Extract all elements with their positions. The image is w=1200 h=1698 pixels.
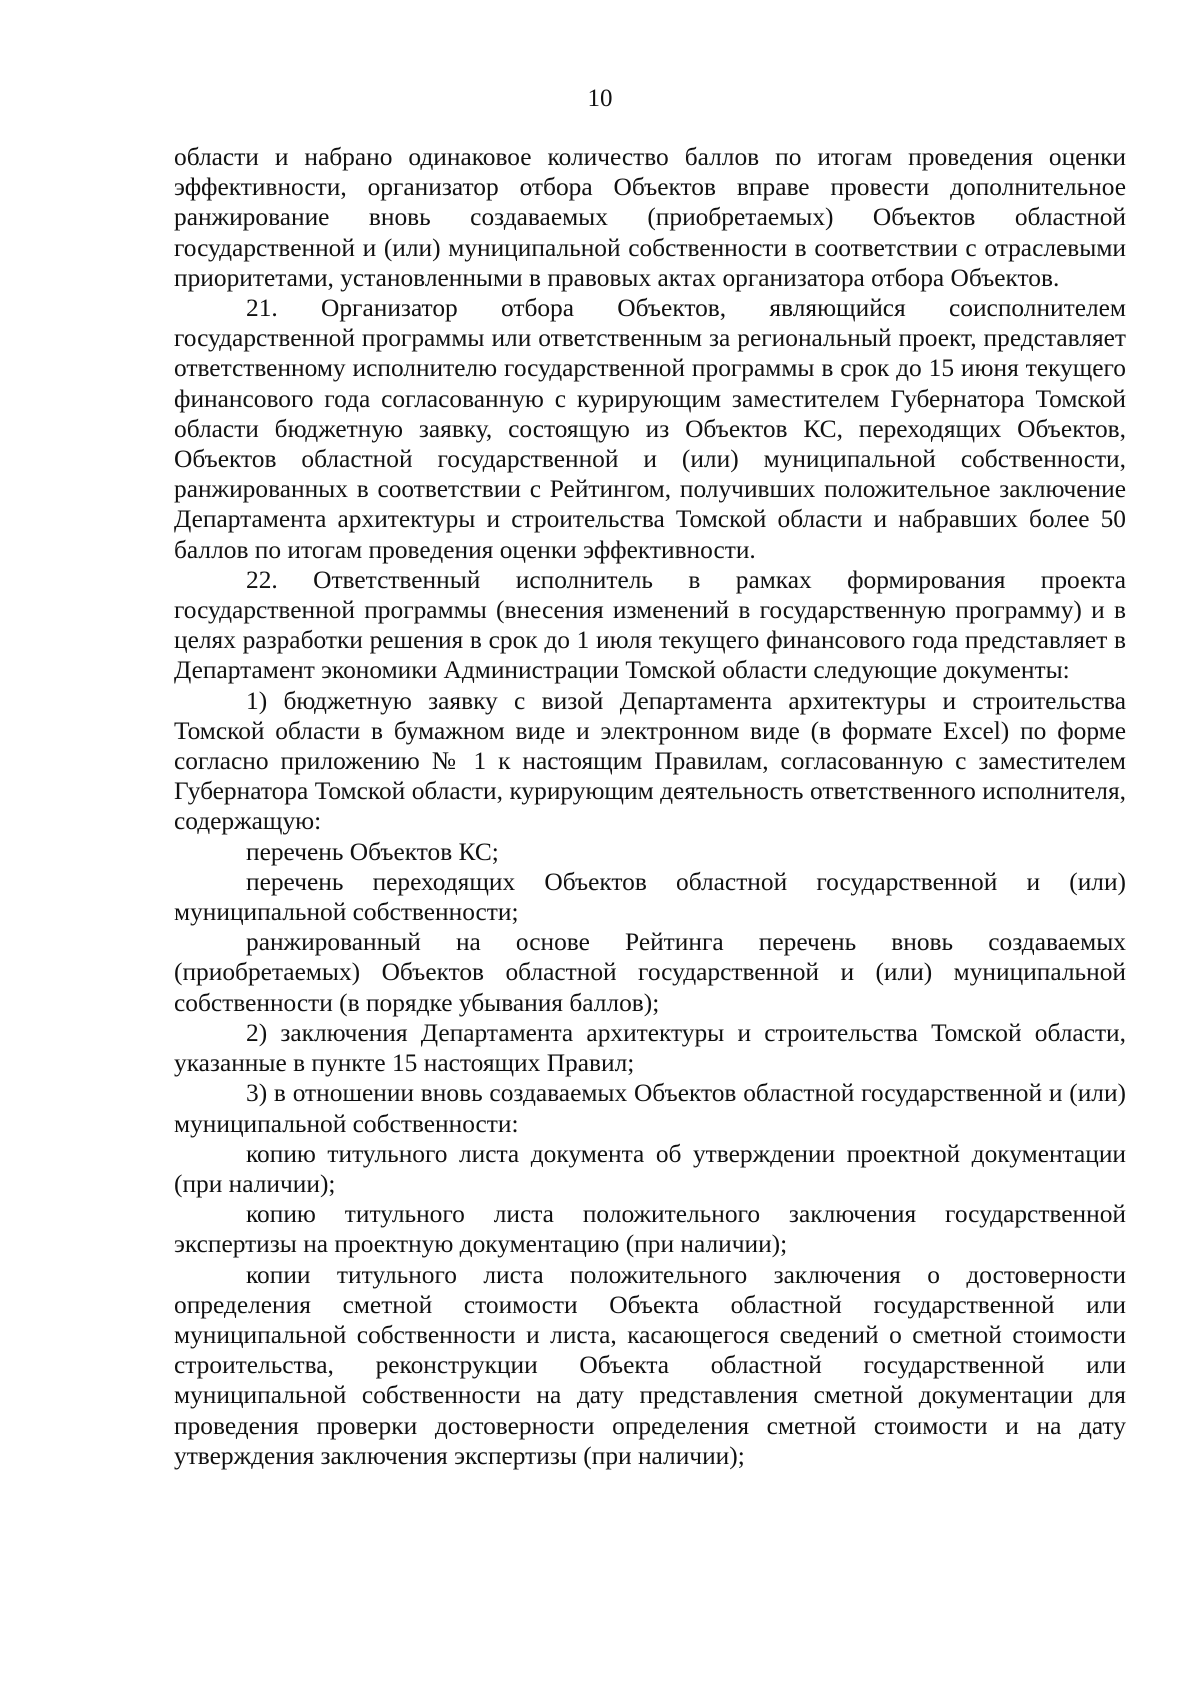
subitem-2: 2) заключения Департамента архитектуры и строительства Томской области, указанные в пункте 15 настоящих Правил; <box>174 1018 1126 1078</box>
list-item: ранжированный на основе Рейтинга перечень вновь создаваемых (приобретаемых) Объектов областной государственной и (или) муниципальной собственности (в порядке убывания баллов); <box>174 928 1126 1017</box>
list-item: копию титульного листа документа об утверждении проектной документации (при наличии); <box>174 1139 1126 1198</box>
list-item: копии титульного листа положительного заключения о достоверности определения сметной стоимости Объекта областной государственной или муниципальной собственности и листа, касающегося сведений о сметной стоимости строительства, реконструкции Объекта областной государственной или муниципальной собственности на дату представления сметной документации для проведения проверки достоверности определения сметной стоимости и на дату утверждения заключения экспертизы (при наличии); <box>174 1260 1126 1470</box>
list-item: копию титульного листа положительного заключения государственной экспертизы на проектную документацию (при наличии); <box>174 1200 1126 1259</box>
paragraph-item-21: 21. Организатор отбора Объектов, являющийся соисполнителем государственной программы или ответственным за региональный проект, представляет ответственному исполнителю государственной программы в срок до 15 июня текущего финансового года согласованную с курирующим заместителем Губернатора Томской области бюджетную заявку, состоящую из Объектов КС, переходящих Объектов, Объектов областной государственной и (или) муниципальной собственности, ранжированных в соответствии с Рейтингом, получивших положительное заключение Департамента архитектуры и строительства Томской области и набравших более 50 баллов по итогам проведения оценки эффективности. <box>174 294 1126 564</box>
subitem-1: 1) бюджетную заявку с визой Департамента архитектуры и строительства Томской области в бумажном виде и электронном виде (в формате Excel) по форме согласно приложению № 1 к настоящим Правилам, согласованную с заместителем Губернатора Томской области, курирующим деятельность ответственного исполнителя, содержащую: <box>174 686 1126 836</box>
paragraph: области и набрано одинаковое количество баллов по итогам проведения оценки эффективности, организатор отбора Объектов вправе провести дополнительное ранжирование вновь создаваемых (приобретаемых) Объектов областной государственной и (или) муниципальной собственности в соответствии с отраслевыми приоритетами, установленными в правовых актах организатора отбора Объектов. <box>174 143 1126 292</box>
list-item: перечень Объектов КС; <box>246 837 499 866</box>
paragraph-item-22: 22. Ответственный исполнитель в рамках формирования проекта государственной программы (внесения изменений в государственную программу) и в целях разработки решения в срок до 1 июля текущего финансового года представляет в Департамент экономики Администрации Томской области следующие документы: <box>174 565 1126 685</box>
document-body <box>174 142 1126 1471</box>
subitem-3: 3) в отношении вновь создаваемых Объектов областной государственной и (или) муниципальной собственности: <box>174 1079 1126 1138</box>
page-number: 10 <box>587 85 613 112</box>
list-item: перечень переходящих Объектов областной государственной и (или) муниципальной собственности; <box>174 867 1126 927</box>
